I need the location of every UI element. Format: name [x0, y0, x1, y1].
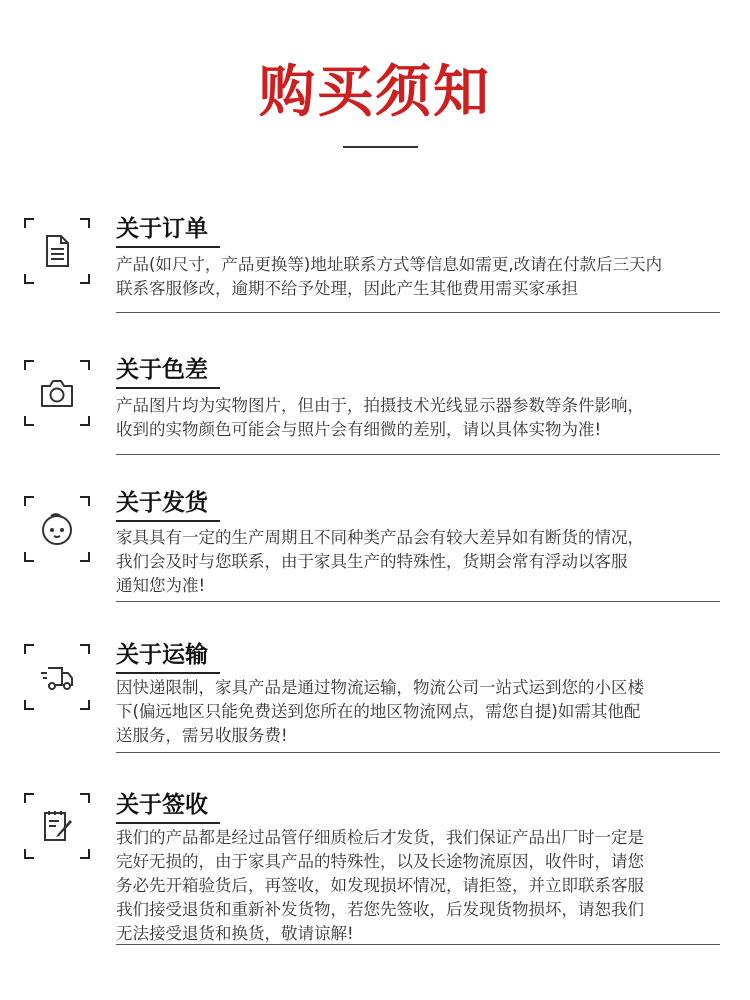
section-divider — [116, 312, 720, 313]
section-body — [116, 253, 716, 301]
section-divider — [116, 454, 720, 455]
heading-underline — [116, 672, 220, 674]
section-divider — [116, 944, 720, 945]
icon-frame — [24, 360, 90, 426]
body-line: 我们会及时与您联系，由于家具生产的特殊性，货期会常有浮动以客服 — [116, 552, 628, 571]
section-heading: 关于运输 — [116, 642, 208, 668]
smiley-face-icon — [39, 511, 75, 547]
signature-notepad-icon — [39, 808, 75, 844]
camera-icon — [39, 375, 75, 411]
section-body — [116, 676, 716, 748]
icon-frame — [24, 644, 90, 710]
icon-frame — [24, 218, 90, 284]
section-heading: 关于发货 — [116, 490, 208, 516]
body-line: 产品(如尺寸，产品更换等)地址联系方式等信息如需更,改请在付款后三天内 — [116, 255, 663, 274]
body-line: 无法接受退货和换货，敬请谅解! — [116, 924, 354, 943]
section-heading: 关于色差 — [116, 357, 208, 383]
body-line: 家具具有一定的生产周期且不同种类产品会有较大差异如有断货的情况， — [116, 528, 644, 547]
body-line: 务必先开箱验货后，再签收，如发现损坏情况，请拒签，并立即联系客服 — [116, 876, 644, 895]
body-line: 完好无损的，由于家具产品的特殊性，以及长途物流原因，收件时，请您 — [116, 852, 644, 871]
body-line: 我们接受退货和重新补发货物，若您先签收，后发现货物损坏，请恕我们 — [116, 900, 644, 919]
body-line: 下(偏远地区只能免费送到您所在的地区物流网点，需您自提)如需其他配 — [116, 702, 641, 721]
body-line: 联系客服修改，逾期不给予处理，因此产生其他费用需买家承担 — [116, 279, 578, 298]
icon-frame — [24, 496, 90, 562]
title-divider — [343, 146, 418, 148]
body-line: 送服务，需另收服务费! — [116, 726, 288, 745]
heading-underline — [116, 246, 220, 248]
page-title: 购买须知 — [259, 60, 491, 125]
body-line: 产品图片均为实物图片，但由于，拍摄技术光线显示器参数等条件影响， — [116, 396, 644, 415]
section-body — [116, 826, 716, 946]
heading-underline — [116, 822, 220, 824]
section-heading: 关于订单 — [116, 216, 208, 242]
section-body — [116, 394, 716, 442]
icon-frame — [24, 793, 90, 859]
document-icon — [39, 233, 75, 269]
body-line: 通知您为准! — [116, 576, 206, 595]
heading-underline — [116, 387, 220, 389]
body-line: 收到的实物颜色可能会与照片会有细微的差别，请以具体实物为准! — [116, 420, 602, 439]
section-body — [116, 526, 716, 598]
body-line: 因快递限制，家具产品是通过物流运输，物流公司一站式运到您的小区楼 — [116, 678, 644, 697]
body-line: 我们的产品都是经过品管仔细质检后才发货，我们保证产品出厂时一定是 — [116, 828, 644, 847]
delivery-truck-icon — [39, 659, 75, 695]
section-heading: 关于签收 — [116, 792, 208, 818]
section-divider — [116, 601, 720, 602]
heading-underline — [116, 520, 220, 522]
section-divider — [116, 752, 720, 753]
